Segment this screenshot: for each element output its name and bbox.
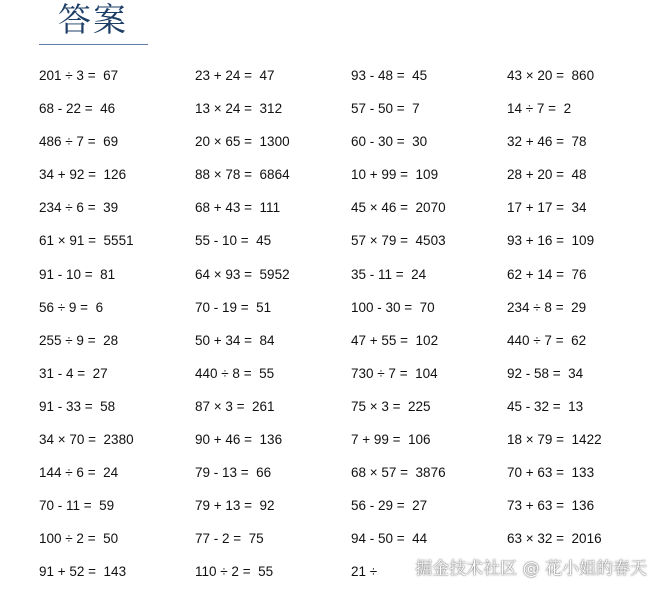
answer-item: 7 + 99 = 106 (351, 432, 431, 448)
answer-item: 486 ÷ 7 = 69 (39, 134, 119, 150)
answer-item: 77 - 2 = 75 (195, 531, 264, 547)
answer-item: 57 × 79 = 4503 (351, 233, 446, 249)
answer-item: 90 + 46 = 136 (195, 432, 283, 448)
answer-item: 234 ÷ 6 = 39 (39, 200, 119, 216)
answer-item: 79 - 13 = 66 (195, 465, 272, 481)
answer-item: 35 - 11 = 24 (351, 266, 427, 282)
answer-item: 73 + 63 = 136 (507, 498, 595, 514)
answer-item: 17 + 17 = 34 (507, 200, 587, 216)
answer-item: 43 × 20 = 860 (507, 68, 595, 83)
answer-grid (39, 59, 659, 589)
answer-item: 68 - 22 = 46 (39, 101, 116, 117)
answer-item: 60 - 30 = 30 (351, 134, 428, 150)
answer-item: 87 × 3 = 261 (195, 398, 275, 414)
answer-item: 34 + 92 = 126 (39, 167, 127, 183)
answer-item: 91 - 10 = 81 (39, 266, 116, 282)
answer-item: 20 × 65 = 1300 (195, 134, 290, 150)
answer-item: 31 - 4 = 27 (39, 365, 108, 381)
answer-item: 255 ÷ 9 = 28 (39, 332, 119, 348)
answer-item: 10 + 99 = 109 (351, 167, 439, 183)
answer-item: 144 ÷ 6 = 24 (39, 465, 119, 481)
answer-item: 70 - 11 = 59 (39, 498, 115, 514)
answer-item: 14 ÷ 7 = 2 (507, 101, 572, 117)
answer-item: 23 + 24 = 47 (195, 68, 275, 83)
page-title: 答案 (58, 0, 128, 39)
answer-item: 92 - 58 = 34 (507, 365, 584, 381)
answer-item: 70 - 19 = 51 (195, 299, 272, 315)
answer-item: 47 + 55 = 102 (351, 332, 439, 348)
answer-item: 63 × 32 = 2016 (507, 531, 602, 547)
answer-item: 79 + 13 = 92 (195, 498, 275, 514)
answer-item: 18 × 79 = 1422 (507, 432, 602, 448)
answer-item: 34 × 70 = 2380 (39, 432, 134, 448)
answer-item: 234 ÷ 8 = 29 (507, 299, 587, 315)
answer-item: 88 × 78 = 6864 (195, 167, 290, 183)
answer-item: 100 ÷ 2 = 50 (39, 531, 119, 547)
answer-item: 68 × 57 = 3876 (351, 465, 446, 481)
answer-item: 730 ÷ 7 = 104 (351, 365, 438, 381)
answer-item: 93 + 16 = 109 (507, 233, 595, 249)
answer-item: 91 + 52 = 143 (39, 564, 127, 580)
answer-item: 201 ÷ 3 = 67 (39, 68, 119, 83)
title-underline (39, 44, 148, 45)
answer-item: 110 ÷ 2 = 55 (195, 564, 274, 580)
answer-item: 57 - 50 = 7 (351, 101, 420, 117)
answer-item: 68 + 43 = 111 (195, 200, 281, 216)
answer-item: 64 × 93 = 5952 (195, 266, 290, 282)
answer-item: 50 + 34 = 84 (195, 332, 275, 348)
answer-item: 61 × 91 = 5551 (39, 233, 134, 249)
answer-item: 56 ÷ 9 = 6 (39, 299, 104, 315)
answer-item: 45 - 32 = 13 (507, 398, 584, 414)
answer-item: 28 + 20 = 48 (507, 167, 587, 183)
answer-item: 56 - 29 = 27 (351, 498, 428, 514)
answer-item: 100 - 30 = 70 (351, 299, 435, 315)
answer-item: 70 + 63 = 133 (507, 465, 595, 481)
answer-item: 75 × 3 = 225 (351, 398, 431, 414)
answer-item: 21 ÷ (351, 564, 378, 580)
answer-item: 62 + 14 = 76 (507, 266, 587, 282)
answer-item: 440 ÷ 7 = 62 (507, 332, 587, 348)
answer-item: 13 × 24 = 312 (195, 101, 283, 117)
watermark: 掘金技术社区 @ 花小姐的春天 (415, 559, 647, 579)
answer-item: 45 × 46 = 2070 (351, 200, 446, 216)
answer-item: 91 - 33 = 58 (39, 398, 116, 414)
answer-item: 93 - 48 = 45 (351, 68, 428, 83)
answer-item: 55 - 10 = 45 (195, 233, 272, 249)
answer-item: 32 + 46 = 78 (507, 134, 587, 150)
answer-item: 94 - 50 = 44 (351, 531, 428, 547)
answer-item: 440 ÷ 8 = 55 (195, 365, 275, 381)
